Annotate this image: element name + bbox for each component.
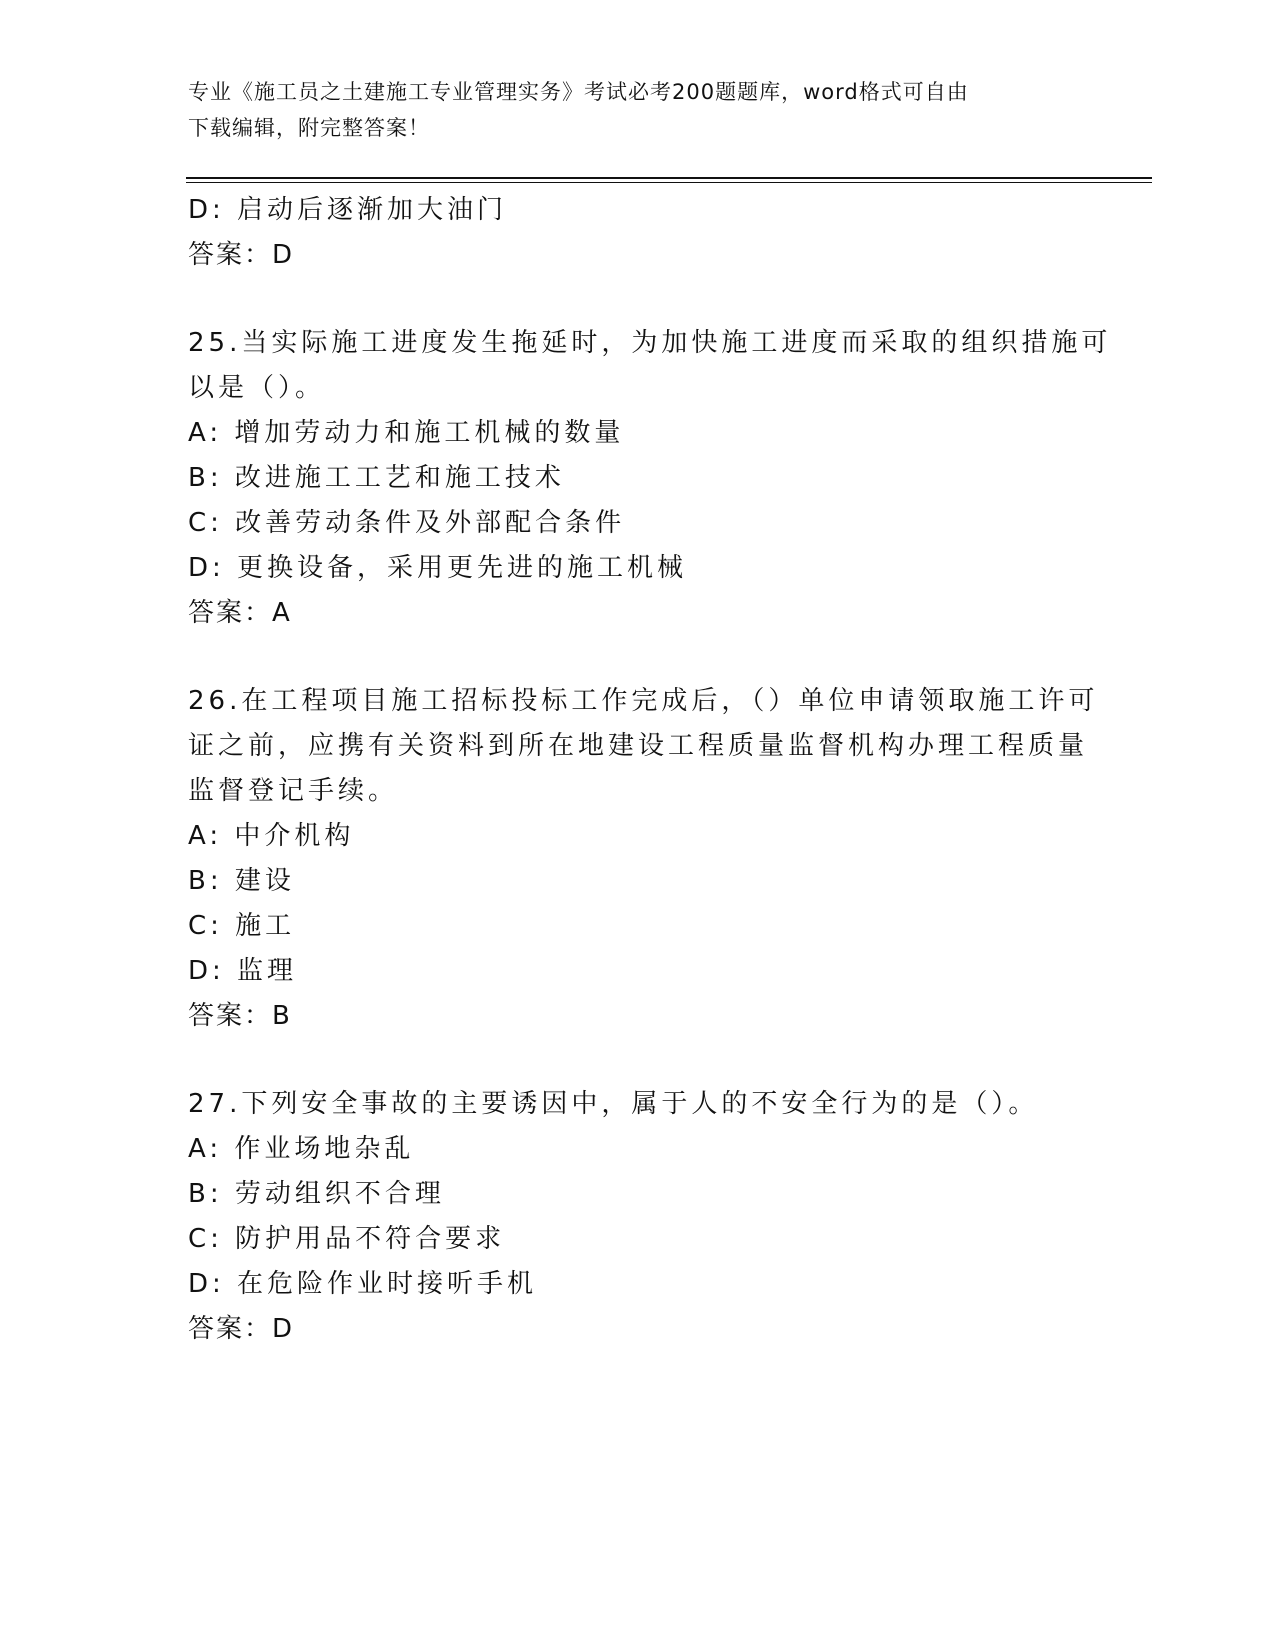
answer-line: 答案：B [188, 1001, 292, 1031]
answer-line: 答案：A [188, 598, 292, 628]
header-divider-thick [186, 177, 1152, 179]
spacer [188, 278, 1088, 321]
option-a: A: 中介机构 [188, 821, 355, 851]
option-b: B: 改进施工工艺和施工技术 [188, 463, 565, 493]
option-d: D: 启动后逐渐加大油门 [188, 195, 508, 225]
previous-question-tail [188, 188, 1088, 278]
question-27 [188, 1082, 1088, 1352]
option-d: D: 在危险作业时接听手机 [188, 1269, 538, 1299]
question-25 [188, 321, 1112, 636]
answer-line: 答案：D [188, 1314, 295, 1344]
question-26 [188, 679, 1099, 1039]
option-b: B: 建设 [188, 866, 295, 896]
spacer [188, 636, 1088, 679]
spacer [188, 1039, 1088, 1082]
answer-line: 答案：D [188, 240, 295, 270]
option-c: C: 防护用品不符合要求 [188, 1224, 506, 1254]
question-stem-line: 25.当实际施工进度发生拖延时，为加快施工进度而采取的组织措施可 [188, 328, 1112, 358]
question-stem-line: 27.下列安全事故的主要诱因中，属于人的不安全行为的是（）。 [188, 1089, 1039, 1119]
option-c: C: 改善劳动条件及外部配合条件 [188, 508, 626, 538]
question-list [188, 188, 1112, 1352]
option-c: C: 施工 [188, 911, 296, 941]
question-stem-line: 26.在工程项目施工招标投标工作完成后，（）单位申请领取施工许可 [188, 686, 1099, 716]
header-title-line-2: 下载编辑，附完整答案！ [188, 116, 430, 140]
option-b: B: 劳动组织不合理 [188, 1179, 445, 1209]
question-stem-line: 以是（）。 [188, 373, 326, 403]
question-stem-line: 监督登记手续。 [188, 776, 399, 806]
option-d: D: 更换设备，采用更先进的施工机械 [188, 553, 688, 583]
option-d: D: 监理 [188, 956, 298, 986]
question-stem-line: 证之前，应携有关资料到所在地建设工程质量监督机构办理工程质量 [188, 731, 1089, 761]
option-a: A: 增加劳动力和施工机械的数量 [188, 418, 625, 448]
page-header [188, 74, 1068, 146]
header-title-line-1: 专业《施工员之土建施工专业管理实务》考试必考200题题库，word格式可自由 [188, 80, 969, 104]
header-divider-thin [186, 182, 1152, 183]
option-a: A: 作业场地杂乱 [188, 1134, 415, 1164]
